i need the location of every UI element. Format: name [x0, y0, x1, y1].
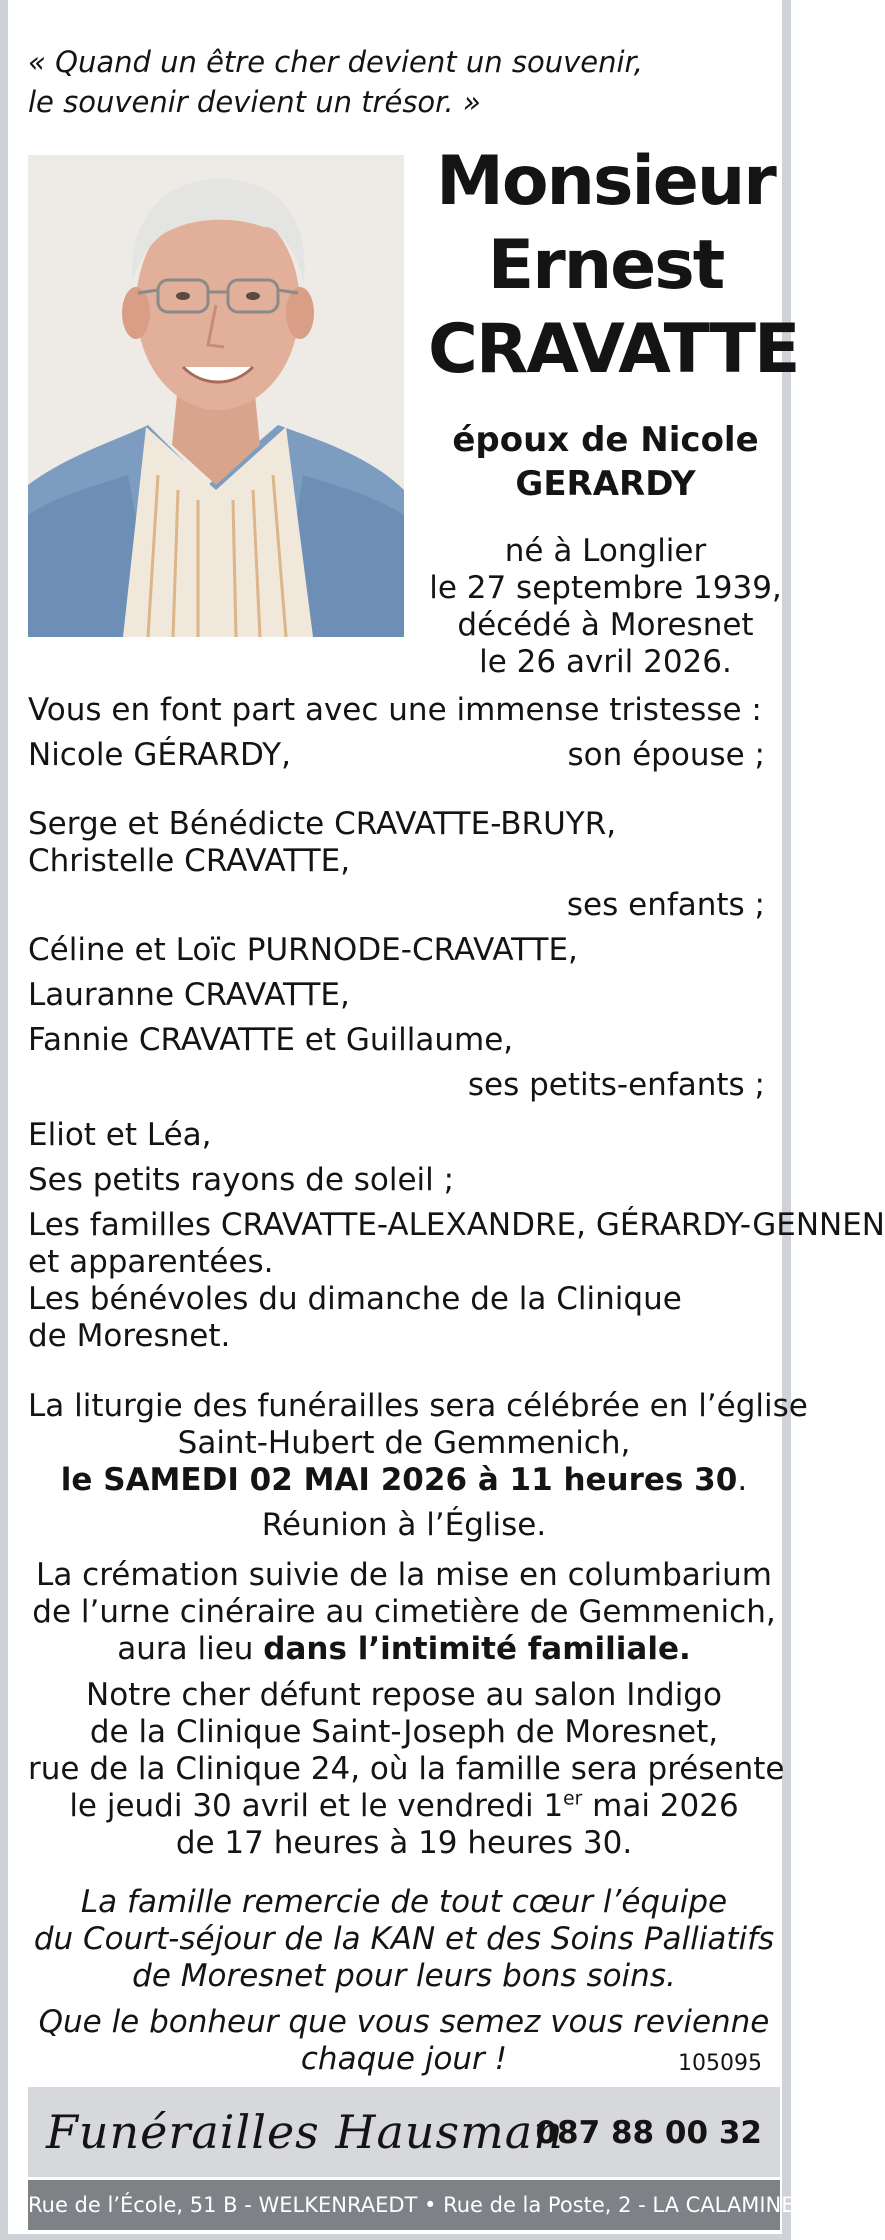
reunion-line: [28, 1507, 780, 1544]
rest-line-3: rue de la Clinique 24, où la famille sera présente: [28, 1751, 785, 1787]
ceremony-line-1: La liturgie des funérailles sera célébrée en l’église: [28, 1388, 808, 1424]
quote-line-1: « Quand un être cher devient un souvenir,: [28, 45, 643, 79]
volunteers-line-2: de Moresnet.: [28, 1318, 231, 1354]
spouse-line-2: GERARDY: [515, 464, 696, 504]
reference-number: 105095: [678, 2051, 762, 2076]
thanks-line-2: du Court-séjour de la KAN et des Soins Palliatifs: [33, 1921, 775, 1957]
families-line-2: et apparentées.: [28, 1244, 274, 1280]
quote-line-2: le souvenir devient un trésor. »: [28, 85, 481, 119]
cremation-line-2: de l’urne cinéraire au cimetière de Gemmenich,: [32, 1594, 776, 1630]
ceremony-date-end: .: [737, 1462, 748, 1498]
ceremony-date-bold: le SAMEDI 02 MAI 2026 à 11 heures 30: [60, 1462, 738, 1498]
death-place: décédé à Moresnet: [457, 607, 754, 643]
cremation-line-3-pre: aura lieu: [117, 1631, 264, 1667]
grandchild-3: Fannie CRAVATTE et Guillaume,: [28, 1022, 514, 1058]
deceased-name: [428, 140, 799, 392]
birth-death-info: [428, 533, 783, 681]
rest-info: [28, 1677, 785, 1862]
deceased-last-name: CRAVATTE: [428, 310, 799, 389]
thanks-info: [28, 1884, 780, 1995]
opening-quote: [28, 42, 643, 122]
portrait-photo: [28, 155, 404, 637]
sunshine-line: Ses petits rayons de soleil ;: [28, 1162, 455, 1198]
rest-line-2: de la Clinique Saint-Joseph de Moresnet,: [89, 1714, 719, 1750]
ceremony-info: [28, 1388, 808, 1499]
deceased-title: Monsieur: [436, 142, 775, 221]
birth-place: né à Longlier: [504, 533, 707, 569]
cremation-line-3: [28, 1631, 780, 1668]
volunteers-line-1: Les bénévoles du dimanche de la Clinique: [28, 1281, 682, 1317]
family-intro: Vous en font part avec une immense tristesse :: [28, 692, 762, 728]
funeral-home-name: Funérailles Hausman: [46, 2105, 564, 2159]
wish-line-2: chaque jour !: [300, 2041, 508, 2077]
funeral-home-phone: 087 88 00 32: [535, 2115, 762, 2151]
wish-line-1: Que le bonheur que vous semez vous revienne: [38, 2004, 770, 2040]
closing-wish: [28, 2004, 780, 2078]
great-grandchildren: Eliot et Léa,: [28, 1117, 212, 1153]
cremation-info: [28, 1557, 780, 1668]
rest-line-5: de 17 heures à 19 heures 30.: [175, 1825, 633, 1861]
spouse-line-1: époux de Nicole: [452, 420, 759, 460]
grandchild-1: Céline et Loïc PURNODE-CRAVATTE,: [28, 932, 578, 968]
families-line-1: Les familles CRAVATTE-ALEXANDRE, GÉRARDY-GENNEN: [28, 1207, 885, 1243]
spouse-info: [428, 418, 783, 506]
wife-name: Nicole GÉRARDY,: [28, 737, 291, 773]
children-role: ses enfants ;: [566, 887, 765, 923]
ceremony-line-2: Saint-Hubert de Gemmenich,: [177, 1425, 631, 1461]
reunion-text: Réunion à l’Église.: [261, 1507, 547, 1543]
child-2: Christelle CRAVATTE,: [28, 843, 351, 879]
rest-line-4: [28, 1788, 780, 1825]
cremation-line-1: La crémation suivie de la mise en columbarium: [36, 1557, 772, 1593]
rest-line-4-post: mai 2026: [582, 1788, 739, 1824]
cremation-line-3-bold: dans l’intimité familiale.: [263, 1631, 691, 1667]
thanks-line-3: de Moresnet pour leurs bons soins.: [132, 1958, 676, 1994]
deceased-first-name: Ernest: [487, 226, 724, 305]
wife-role: son épouse ;: [567, 737, 765, 773]
death-date: le 26 avril 2026.: [479, 644, 732, 680]
ceremony-date: [28, 1462, 780, 1499]
rest-line-1: Notre cher défunt repose au salon Indigo: [86, 1677, 722, 1713]
funeral-home-banner: [28, 2087, 780, 2177]
portrait-illustration: [28, 155, 404, 637]
birth-date: le 27 septembre 1939,: [429, 570, 782, 606]
funeral-home-addresses: Rue de l’École, 51 B - WELKENRAEDT • Rue de la Poste, 2 - LA CALAMINE: [28, 2180, 780, 2230]
grandchildren-role: ses petits-enfants ;: [467, 1067, 765, 1103]
thanks-line-1: La famille remercie de tout cœur l’équipe: [80, 1884, 728, 1920]
grandchild-2: Lauranne CRAVATTE,: [28, 977, 350, 1013]
child-1: Serge et Bénédicte CRAVATTE-BRUYR,: [28, 806, 617, 842]
rest-line-4-pre: le jeudi 30 avril et le vendredi 1: [69, 1788, 564, 1824]
rest-line-4-sup: er: [563, 1788, 583, 1810]
